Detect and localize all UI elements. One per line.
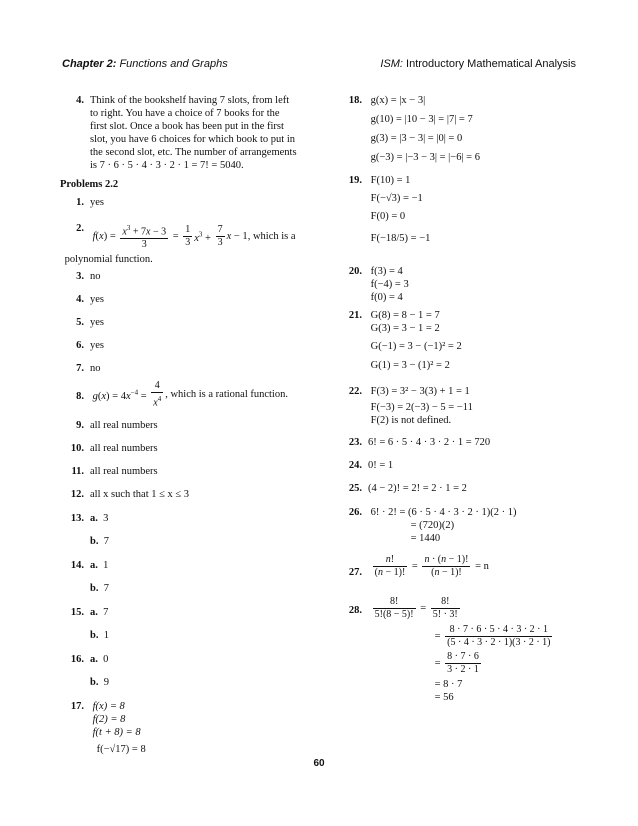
problem-number: 8. [76, 391, 84, 402]
problem-number: 22. [348, 386, 362, 397]
answer: 7 [103, 607, 109, 618]
problem-4 [62, 94, 297, 172]
line: f(−4) = 3 [370, 279, 409, 290]
part-label: a. [90, 513, 98, 524]
part-label: b. [90, 583, 99, 594]
problem-number: 24. [348, 460, 362, 471]
answer: 6! = 6 · 5 · 4 · 3 · 2 · 1 = 720 [368, 437, 491, 448]
problem-number: 11. [71, 466, 84, 477]
problem-8 [62, 380, 288, 409]
problem-number: 28. [348, 605, 362, 616]
part-label: a. [90, 654, 98, 665]
problem-number: 21. [348, 310, 362, 321]
line: F(−3) = 2(−3) − 5 = −11 [370, 402, 473, 413]
problem-17-lines [93, 700, 146, 756]
problem-4b [62, 293, 104, 306]
problem-27-rhs: = n [475, 561, 489, 572]
problem-2-tail: , which is a [247, 231, 296, 243]
answer: yes [90, 317, 104, 328]
problem-15 [62, 606, 108, 619]
problem-number: 27. [348, 567, 362, 578]
problem-19 [340, 174, 430, 248]
problem-number: 12. [70, 489, 84, 500]
problem-16b [90, 676, 109, 689]
problem-number: 3. [76, 271, 84, 282]
problem-28-math: $\frac{8!}{5!(8 - 5)!}$ = $\frac{8!}{5! \cdot 3!}$ = $\frac{8 \cdot 7 \cdot 6 \cdot 5 \cdot 4 \cdot 3 \cdot 2 \cdot 1}{(5 \cdot 4 \cdot 3 \cdot 2 \cdot 1)(3 \cdot 2 \cdot 1)}$ = $\frac{8 \cdot 7 \cdot 6}{3 \cdot 2 \cdot 1}$ = 8 · 7 = 56 [371, 596, 555, 704]
problem-15b [90, 629, 109, 642]
problem-number: 4. [76, 95, 84, 106]
line: F(0) = 0 [370, 211, 406, 222]
part-label: a. [90, 607, 98, 618]
problem-18 [340, 94, 480, 167]
answer: all real numbers [90, 420, 158, 431]
answer: yes [90, 340, 104, 351]
problem-8-math: $g(x) = 4x^{-4}$ = $\frac{4}{x^4}$ , which is a rational function. [92, 380, 288, 409]
line: f(0) = 4 [370, 292, 403, 303]
problem-2 [62, 222, 296, 266]
problem-9 [62, 419, 158, 432]
problem-25 [340, 482, 467, 495]
answer: 7 [103, 536, 109, 547]
problem-number: 13. [70, 513, 84, 524]
line: g(−3) = |−3 − 3| = |−6| = 6 [370, 152, 480, 163]
line: g(10) = |10 − 3| = |7| = 7 [370, 114, 473, 125]
problem-number: 10. [70, 443, 84, 454]
line: G(−1) = 3 − (−1)² = 2 [370, 341, 462, 352]
answer: 0! = 1 [368, 460, 394, 471]
problem-number: 17. [70, 701, 84, 712]
line: F(3) = 3² − 3(3) + 1 = 1 [370, 386, 470, 397]
problem-4-line: slot, you have 6 choices for which book to put in [90, 134, 296, 145]
line: f(2) = 8 [92, 714, 126, 725]
problem-28 [340, 596, 554, 704]
problem-number: 20. [348, 266, 362, 277]
answer: yes [90, 294, 104, 305]
problem-number: 26. [348, 507, 362, 518]
line: F(−√3) = −1 [370, 193, 423, 204]
problem-4-line: to right. You have a choice of 7 books for the [90, 108, 280, 119]
problem-4-line: is 7 · 6 · 5 · 4 · 3 · 2 · 1 = 7! = 5040. [90, 160, 244, 171]
problem-26 [340, 506, 517, 545]
problem-number: 5. [76, 317, 84, 328]
problem-8-tail: , which is a rational function. [165, 389, 288, 401]
answer: no [90, 363, 101, 374]
page-number: 60 [313, 758, 325, 769]
problem-6 [62, 339, 104, 352]
problem-number: 15. [70, 607, 84, 618]
line: f(−√17) = 8 [96, 744, 146, 755]
line: G(3) = 3 − 1 = 2 [370, 323, 440, 334]
part-label: b. [90, 630, 99, 641]
part-label: b. [90, 677, 99, 688]
problem-number: 2. [76, 223, 84, 234]
problem-number: 25. [348, 483, 362, 494]
line: g(x) = |x − 3| [370, 95, 426, 106]
problem-2-math: f(x) = $\frac{x^3 + 7x - 3}{3}$ = $\frac{1}{3}$ $x^3$ + $\frac{7}{3}$ x − 1, which is a polynomial function. [64, 224, 296, 266]
problem-20 [340, 265, 409, 304]
answer: (4 − 2)! = 2! = 2 · 1 = 2 [368, 483, 467, 494]
answer: 1 [103, 630, 109, 641]
problem-4-line: Think of the bookshelf having 7 slots, from left [90, 95, 290, 106]
problem-22 [340, 385, 473, 427]
problem-2-line2: polynomial function. [64, 254, 153, 266]
problem-number: 23. [348, 437, 362, 448]
problem-14 [62, 559, 108, 572]
problem-13 [62, 512, 108, 525]
problem-number: 9. [76, 420, 84, 431]
problem-21 [340, 309, 462, 375]
line: = 1440 [410, 533, 441, 544]
problem-number: 4. [76, 294, 84, 305]
answer: 1 [103, 560, 109, 571]
problem-27-math: $\frac{n!}{(n - 1)!}$ = $\frac{n \cdot (n - 1)!}{(n - 1)!}$ = n [374, 554, 489, 578]
line: G(1) = 3 − (1)² = 2 [370, 360, 450, 371]
book-header [380, 58, 576, 70]
line: f(t + 8) = 8 [92, 727, 141, 738]
problem-number: 1. [76, 197, 84, 208]
chapter-title: Functions and Graphs [116, 58, 228, 70]
line: F(2) is not defined. [370, 415, 452, 426]
answer: all x such that 1 ≤ x ≤ 3 [90, 489, 190, 500]
problem-5 [62, 316, 104, 329]
line: = 8 · 7 [434, 679, 463, 690]
line: = 56 [434, 692, 454, 703]
line: = (720)(2) [410, 520, 455, 531]
answer: 3 [103, 513, 109, 524]
line: f(x) = 8 [92, 701, 125, 712]
problem-24 [340, 459, 393, 472]
chapter-label: Chapter 2: [62, 58, 117, 70]
problem-23 [340, 436, 490, 449]
problem-10 [62, 442, 158, 455]
part-label: a. [90, 560, 98, 571]
problem-12 [62, 488, 189, 501]
answer: 0 [103, 654, 109, 665]
problem-7 [62, 362, 101, 375]
problem-13b [90, 535, 109, 548]
problem-14b [90, 582, 109, 595]
problem-1 [62, 196, 104, 209]
answer: all real numbers [90, 466, 158, 477]
answer: all real numbers [90, 443, 158, 454]
problem-27 [340, 554, 489, 579]
problem-11 [62, 465, 158, 478]
problem-number: 7. [76, 363, 84, 374]
line: F(10) = 1 [370, 175, 411, 186]
problem-4-text [90, 94, 297, 172]
problem-4-line: first slot. Once a book has been put in the first [90, 121, 284, 132]
book-abbrev: ISM: [380, 58, 403, 70]
problem-number: 16. [70, 654, 84, 665]
line: 6! · 2! = (6 · 5 · 4 · 3 · 2 · 1)(2 · 1) [370, 507, 517, 518]
problem-16 [62, 653, 108, 666]
problem-4-line: the second slot, etc. The number of arrangements [90, 147, 297, 158]
problem-17 [62, 700, 146, 756]
line: f(3) = 4 [370, 266, 403, 277]
problem-number: 6. [76, 340, 84, 351]
answer: 9 [103, 677, 109, 688]
part-label: b. [90, 536, 99, 547]
answer: no [90, 271, 101, 282]
problem-number: 14. [70, 560, 84, 571]
line: g(3) = |3 − 3| = |0| = 0 [370, 133, 463, 144]
line: G(8) = 8 − 1 = 7 [370, 310, 440, 321]
problem-3 [62, 270, 101, 283]
problem-number: 18. [348, 95, 362, 106]
line: F(−18/5) = −1 [370, 233, 431, 244]
book-title: Introductory Mathematical Analysis [402, 58, 576, 70]
chapter-header [62, 58, 228, 70]
answer: 7 [103, 583, 109, 594]
section-heading: Problems 2.2 [60, 179, 119, 190]
problem-number: 19. [348, 175, 362, 186]
answer: yes [90, 197, 104, 208]
